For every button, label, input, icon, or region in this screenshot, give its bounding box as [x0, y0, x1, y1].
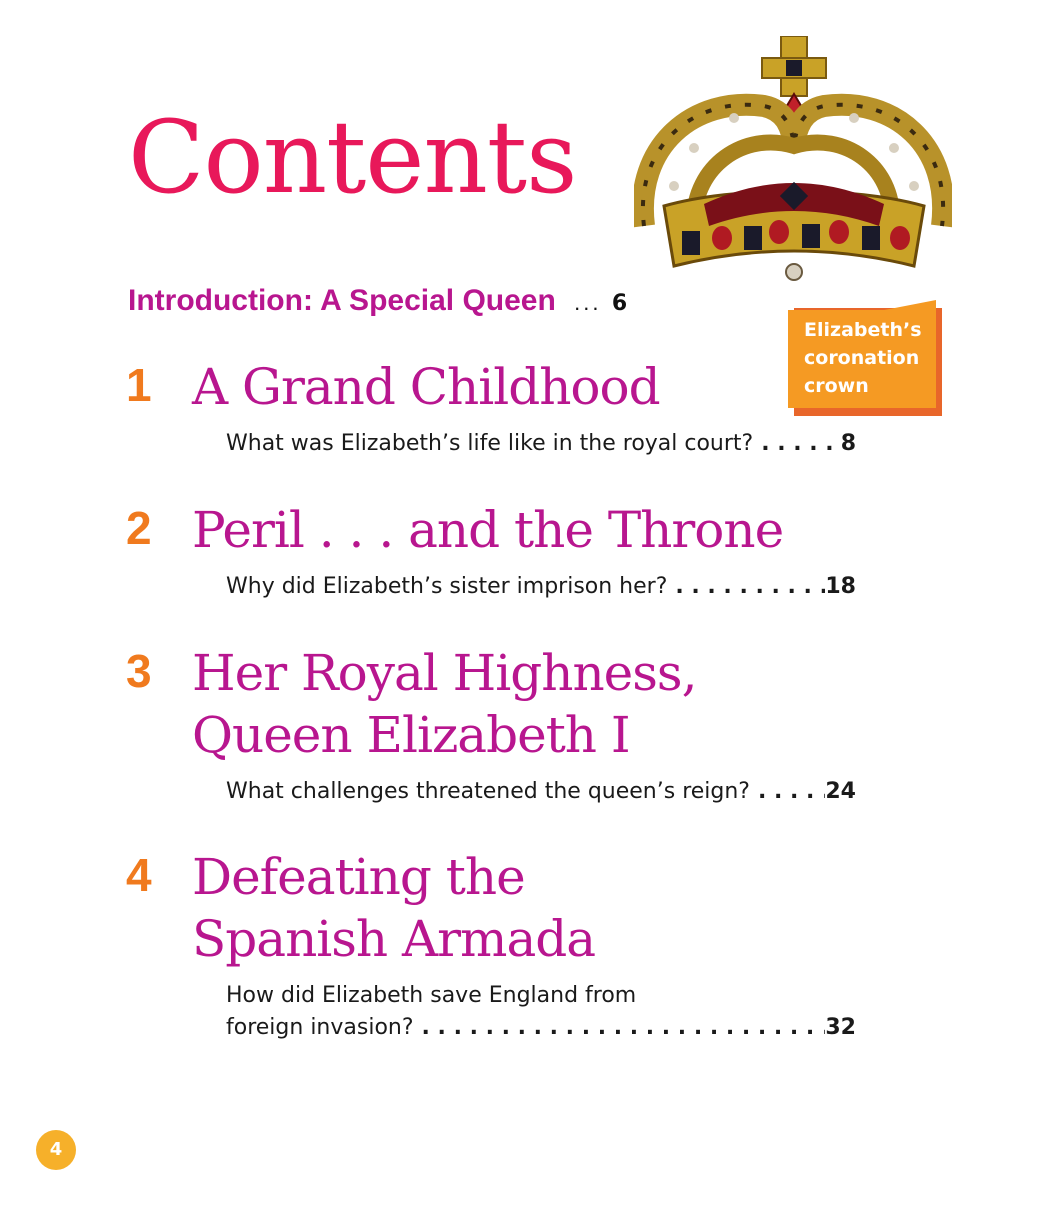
chapter-number: 4	[126, 849, 152, 901]
chapter-title-line: Defeating the	[192, 848, 525, 906]
crown-caption	[788, 300, 942, 410]
chapter-page: 18	[825, 574, 856, 599]
chapter-page: 8	[840, 431, 856, 456]
chapter-page: 32	[825, 1015, 856, 1040]
leader-dots	[753, 428, 840, 460]
chapter-number: 3	[126, 645, 152, 697]
question-text: How did Elizabeth save England from	[226, 983, 637, 1008]
introduction-page: 6	[611, 291, 628, 316]
question-text: What was Elizabeth’s life like in the royal court?	[226, 431, 754, 456]
chapter-title-line: Peril . . . and the Throne	[192, 501, 784, 559]
chapter-title-line: Her Royal Highness,	[192, 644, 697, 702]
question-text: What challenges threatened the queen’s reign?	[226, 779, 750, 804]
chapter-title	[192, 846, 595, 970]
crown-image	[634, 36, 952, 286]
caption-line: coronation	[804, 347, 920, 369]
chapter-title	[192, 642, 697, 766]
chapter-number: 2	[126, 502, 152, 554]
page-title: Contents	[128, 99, 577, 216]
chapter-question	[226, 980, 856, 1044]
introduction-label: Introduction: A Special Queen	[128, 284, 556, 317]
caption-text	[804, 316, 934, 400]
question-text: Why did Elizabeth’s sister imprison her?	[226, 574, 668, 599]
leader-dots	[667, 571, 825, 603]
leader-dots	[414, 1012, 826, 1044]
leader-dots	[750, 776, 825, 808]
caption-line: crown	[804, 375, 869, 397]
page-number-badge: 4	[36, 1130, 76, 1170]
chapter-question	[226, 428, 856, 460]
chapter-question	[226, 571, 856, 603]
chapter-title	[192, 499, 783, 561]
chapter-page: 24	[825, 779, 856, 804]
chapter-title	[192, 356, 660, 418]
caption-line: Elizabeth’s	[804, 319, 922, 341]
chapter-title-line: Queen Elizabeth I	[192, 706, 630, 764]
question-text: foreign invasion?	[226, 1015, 414, 1040]
chapter-title-line: Spanish Armada	[192, 910, 596, 968]
chapter-number: 1	[126, 359, 152, 411]
introduction-dots: ...	[574, 290, 602, 315]
chapter-title-line: A Grand Childhood	[192, 358, 660, 416]
chapter-question	[226, 776, 856, 808]
introduction-entry[interactable]	[128, 284, 627, 318]
